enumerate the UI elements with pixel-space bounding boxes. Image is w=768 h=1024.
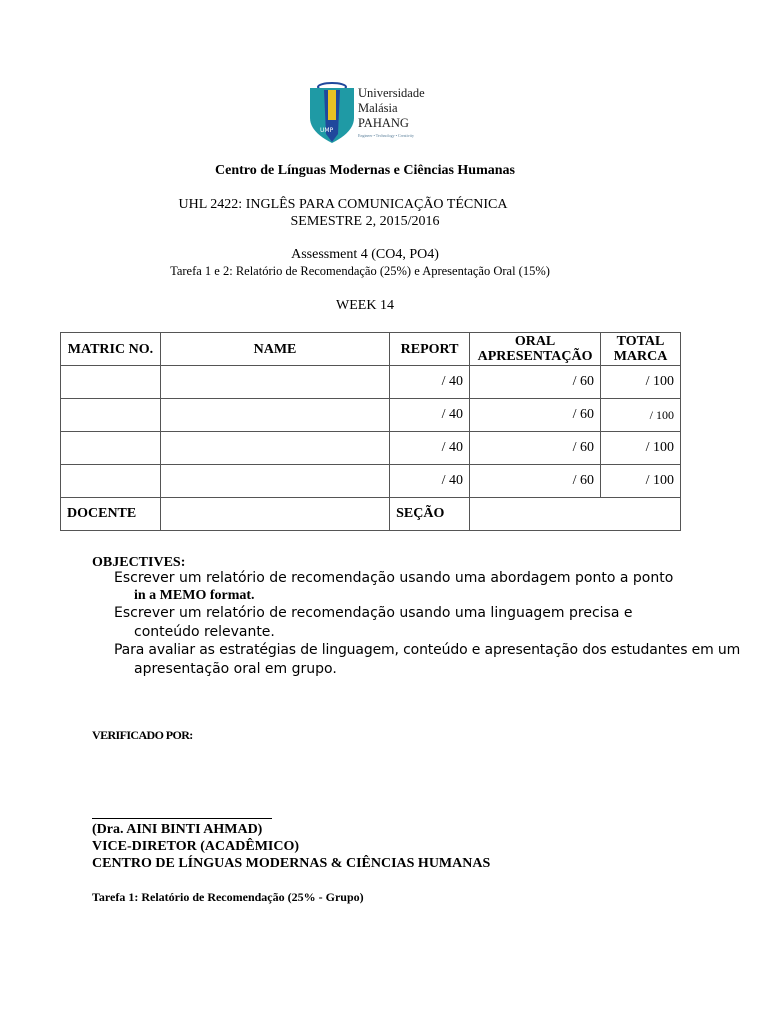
task-description: Tarefa 1 e 2: Relatório de Recomendação (25%) e Apresentação Oral (15%) — [170, 264, 550, 278]
course-title: UHL 2422: INGLÊS PARA COMUNICAÇÃO TÉCNICA — [178, 197, 508, 212]
name-cell[interactable] — [160, 399, 389, 432]
university-name: Universidade Malásia PAHANG — [358, 86, 425, 130]
table-row — [61, 465, 681, 498]
objectives-title: OBJECTIVES: — [92, 555, 186, 570]
col-matric: MATRIC NO. — [61, 333, 161, 366]
table-row — [61, 399, 681, 432]
objective-item: Para avaliar as estratégias de linguagem, conteúdo e apresentação dos estudantes em um — [114, 642, 741, 658]
oral-cell: / 60 — [470, 465, 601, 498]
logo-tagline: Engineer • Technology • Creativity — [358, 133, 414, 138]
objective-item: Escrever um relatório de recomendação usando uma abordagem ponto a ponto — [114, 570, 674, 586]
table-row — [61, 432, 681, 465]
week: WEEK 14 — [336, 298, 394, 313]
lecturer-label: DOCENTE — [61, 498, 161, 531]
centre-title: Centro de Línguas Modernas e Ciências Humanas — [215, 163, 515, 178]
assessment: Assessment 4 (CO4, PO4) — [291, 247, 439, 262]
objective-item-continued: conteúdo relevante. — [134, 624, 275, 640]
objective-item-continued: in a MEMO format. — [134, 588, 255, 603]
name-cell[interactable] — [160, 432, 389, 465]
matric-cell[interactable] — [61, 399, 161, 432]
signatory-department: CENTRO DE LÍNGUAS MODERNAS & CIÊNCIAS HUMANAS — [92, 856, 491, 871]
name-cell[interactable] — [160, 465, 389, 498]
section-cell[interactable] — [470, 498, 681, 531]
total-cell: / 100 — [601, 399, 681, 432]
report-cell: / 40 — [390, 432, 470, 465]
oral-cell: / 60 — [470, 399, 601, 432]
report-cell: / 40 — [390, 465, 470, 498]
col-report: REPORT — [390, 333, 470, 366]
svg-text:UMP: UMP — [320, 127, 334, 134]
table-footer-row — [61, 498, 681, 531]
section-label: SEÇÃO — [390, 498, 470, 531]
task1-title: Tarefa 1: Relatório de Recomendação (25% - Grupo) — [92, 890, 364, 904]
report-cell: / 40 — [390, 366, 470, 399]
total-cell: / 100 — [601, 366, 681, 399]
name-cell[interactable] — [160, 366, 389, 399]
matric-cell[interactable] — [61, 432, 161, 465]
objective-item-continued: apresentação oral em grupo. — [134, 661, 337, 677]
marks-table — [60, 332, 681, 531]
col-total: TOTAL MARCA — [601, 333, 681, 366]
col-name: NAME — [160, 333, 389, 366]
table-row — [61, 366, 681, 399]
lecturer-cell[interactable] — [160, 498, 389, 531]
signatory-position: VICE-DIRETOR (ACADÊMICO) — [92, 839, 300, 854]
objective-item: Escrever um relatório de recomendação usando uma linguagem precisa e — [114, 605, 633, 621]
signatory-name: (Dra. AINI BINTI AHMAD) — [92, 822, 263, 837]
signature-line — [92, 818, 272, 819]
semester: SEMESTRE 2, 2015/2016 — [290, 214, 440, 229]
oral-cell: / 60 — [470, 432, 601, 465]
ump-shield-icon — [308, 82, 356, 144]
matric-cell[interactable] — [61, 465, 161, 498]
total-cell: / 100 — [601, 465, 681, 498]
col-oral: ORAL APRESENTAÇÃO — [470, 333, 601, 366]
table-header-row — [61, 333, 681, 366]
matric-cell[interactable] — [61, 366, 161, 399]
verified-by-label: VERIFICADO POR: — [92, 728, 193, 742]
total-cell: / 100 — [601, 432, 681, 465]
report-cell: / 40 — [390, 399, 470, 432]
university-logo — [308, 82, 438, 144]
oral-cell: / 60 — [470, 366, 601, 399]
